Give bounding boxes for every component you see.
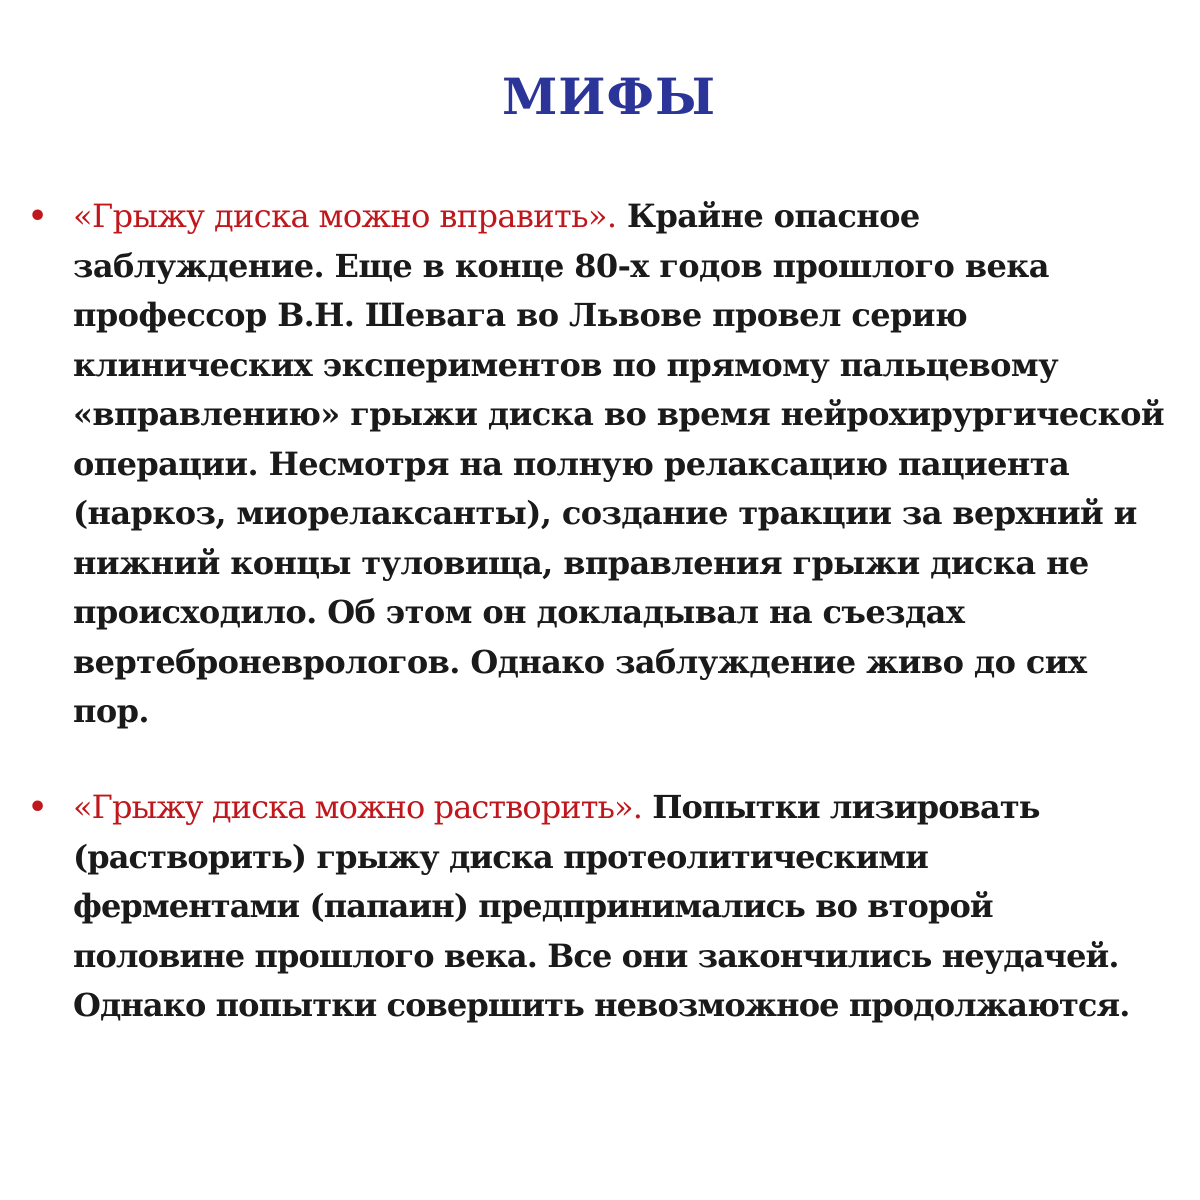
text-line: Однако попытки совершить невозможное продолжаются. [73,986,1130,1024]
text-line: операции. Несмотря на полную релаксацию пациента [73,444,1070,483]
text-line: (растворить) грыжу диска протеолитическими [73,837,928,876]
bullet-icon: • [28,790,48,825]
myth-paragraph [73,192,1173,737]
text-line: клинических экспериментов по прямому пальцевому [73,345,1058,384]
text-line: профессор В.Н. Шевага во Львове провел серию [73,296,968,334]
myth-paragraph [73,783,1173,1031]
myth-claim: «Грыжу диска можно растворить». [73,788,642,826]
myth-item-dissolution [28,783,1178,1031]
text-line: вертеброневрологов. Однако заблуждение живо до сих [73,642,1087,681]
text-line: половине прошлого века. Все они закончились неудачей. [73,936,1119,975]
text-line: заблуждение. Еще в конце 80-х годов прошлого века [73,246,1049,285]
text-line: «вправлению» грыжи диска во время нейрохирургической [73,395,1164,433]
text-line: ферментами (папаин) предпринимались во второй [73,887,993,925]
text-line: пор. [73,692,149,730]
text-line: Крайне опасное [627,197,920,235]
text-line: происходило. Об этом он докладывал на съездах [73,593,965,631]
bullet-icon: • [28,199,48,234]
page-title: МИФЫ [501,67,717,126]
text-line: нижний концы туловища, вправления грыжи диска не [73,543,1089,582]
myth-claim: «Грыжу диска можно вправить». [73,197,617,235]
myth-item-reduction [28,192,1178,737]
text-line: Попытки лизировать [652,788,1040,826]
text-line: (наркоз, миорелаксанты), создание тракции за верхний и [73,494,1137,532]
